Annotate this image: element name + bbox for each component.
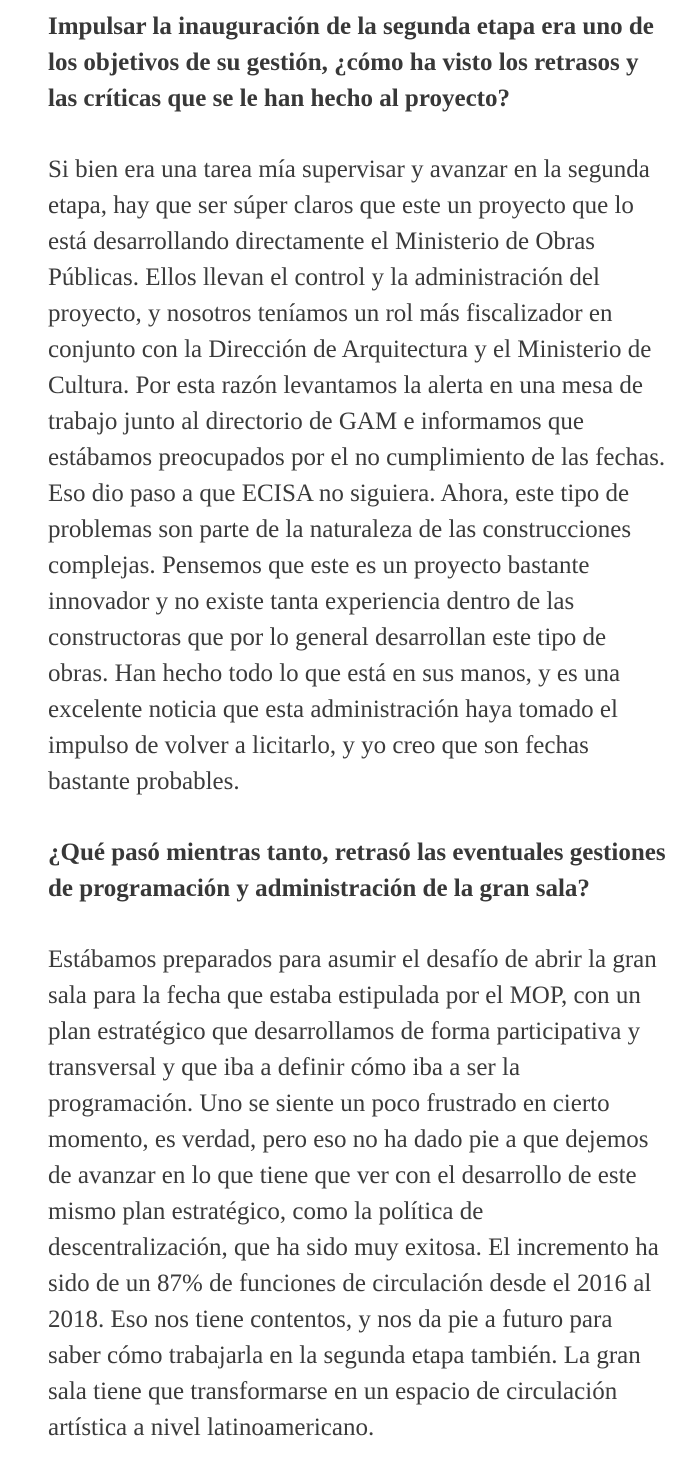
interview-answer-2: Estábamos preparados para asumir el desafío de abrir la gran sala para la fecha que estaba estipulada por el MOP, con un plan estratégico que desarrollamos de forma participativa y transversal y que iba a definir cómo iba a ser la programación. Uno se siente un poco frustrado en cierto momento, es verdad, pero eso no ha dado pie a que dejemos de avanzar en lo que tiene que ver con el desarrollo de este mismo plan estratégico, como la política de descentralización, que ha sido muy exitosa. El incremento ha sido de un 87% de funciones de circulación desde el 2016 al 2018. Eso nos tiene contentos, y nos da pie a futuro para saber cómo trabajarla en la segunda etapa también. La gran sala tiene que transformarse en un espacio de circulación artística a nivel latinoamericano. xyxy=(48,946,659,1441)
interview-question-2: ¿Qué pasó mientras tanto, retrasó las eventuales gestiones de programación y administración de la gran sala? xyxy=(48,839,666,902)
interview-question-1: Impulsar la inauguración de la segunda etapa era uno de los objetivos de su gestión, ¿cómo ha visto los retrasos y las críticas que se le han hecho al proyecto? xyxy=(48,13,654,112)
interview-answer-1: Si bien era una tarea mía supervisar y avanzar en la segunda etapa, hay que ser súper claros que este un proyecto que lo está desarrollando directamente el Ministerio de Obras Públicas. Ellos llevan el control y la administración del proyecto, y nosotros teníamos un rol más fiscalizador en conjunto con la Dirección de Arquitectura y el Ministerio de Cultura. Por esta razón levantamos la alerta en una mesa de trabajo junto al directorio de GAM e informamos que estábamos preocupados por el no cumplimiento de las fechas. Eso dio paso a que ECISA no siguiera. Ahora, este tipo de problemas son parte de la naturaleza de las construcciones complejas. Pensemos que este es un proyecto bastante innovador y no existe tanta experiencia dentro de las constructoras que por lo general desarrollan este tipo de obras. Han hecho todo lo que está en sus manos, y es una excelente noticia que esta administración haya tomado el impulso de volver a licitarlo, y yo creo que son fechas bastante probables. xyxy=(48,156,666,795)
